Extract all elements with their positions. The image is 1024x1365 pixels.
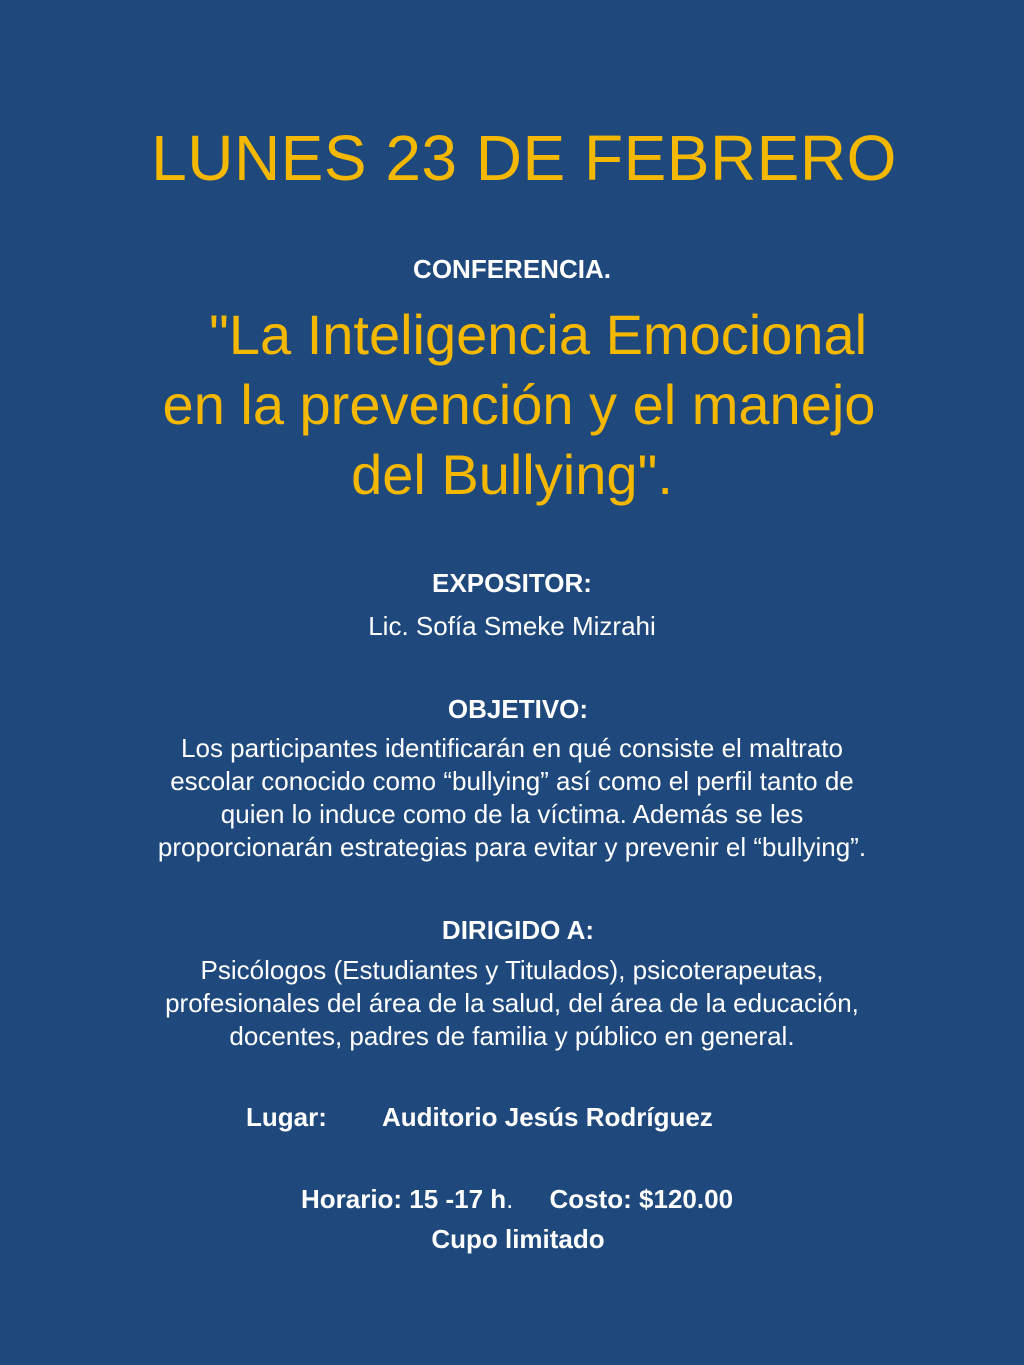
lugar-value: Auditorio Jesús Rodríguez [382,1102,713,1132]
expositor-name: Lic. Sofía Smeke Mizrahi [368,611,656,641]
event-title-line: "La Inteligencia Emocional [208,303,868,366]
event-title [0,300,1024,510]
objetivo-line: Los participantes identificarán en qué consiste el maltrato [181,733,843,763]
dirigido-line: Psicólogos (Estudiantes y Titulados), psicoterapeutas, [200,955,824,985]
expositor-heading: EXPOSITOR: [432,568,592,598]
horario-costo-row [0,1182,1024,1216]
objetivo-heading: OBJETIVO: [447,694,589,724]
horario-text: Horario: 15 -17 h [300,1184,507,1214]
costo-text: Costo: $120.00 [549,1184,734,1214]
dirigido-text [0,954,1024,1053]
dirigido-heading: DIRIGIDO A: [441,915,595,945]
dirigido-line: docentes, padres de familia y público en general. [229,1021,795,1051]
event-title-line: del Bullying". [351,443,673,506]
dirigido-line: profesionales del área de la salud, del área de la educación, [165,988,859,1018]
objetivo-line: escolar conocido como “bullying” así como el perfil tanto de [170,766,854,796]
event-type-label: CONFERENCIA. [413,254,611,284]
objetivo-line: quien lo induce como de la víctima. Además se les [220,799,804,829]
cupo-text: Cupo limitado [431,1224,605,1254]
objetivo-line: proporcionarán estrategias para evitar y prevenir el “bullying”. [157,832,867,862]
horario-dot: . [506,1184,514,1214]
event-date: LUNES 23 DE FEBRERO [151,122,897,194]
objetivo-text [0,732,1024,864]
lugar-label: Lugar: [246,1102,327,1132]
event-title-line: en la prevención y el manejo [162,373,876,436]
